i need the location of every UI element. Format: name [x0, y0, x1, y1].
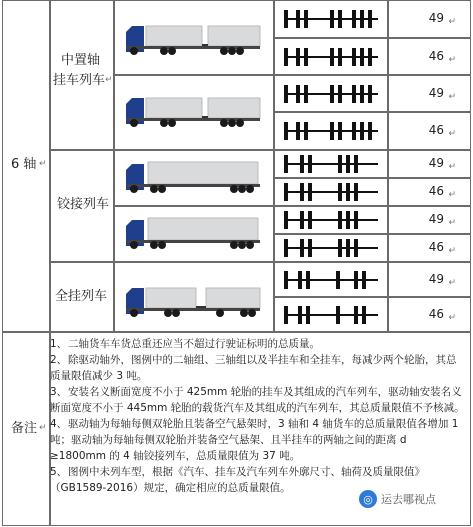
wheel [130, 185, 138, 193]
axle-layout-icon [282, 237, 382, 259]
remark-text: 除驱动轴外，图例中的二轴组、三轴组以及半挂车和全挂车，每减少两个轮胎，其总质量限值减少 3 吨。 [50, 354, 457, 382]
truck-body [146, 98, 202, 118]
truck-body [146, 288, 196, 308]
wheel [150, 185, 158, 193]
mass-limit-cell-2 [388, 38, 471, 75]
remark-number: 3、 [50, 386, 68, 398]
axle-layout-icon [282, 209, 382, 231]
axle-frame-line [284, 18, 378, 20]
trailer-body [148, 218, 258, 240]
axle-layout-icon [282, 304, 382, 326]
truck-pictogram-4 [124, 216, 264, 250]
remark-item-3 [50, 384, 465, 416]
mass-limit-cell-1 [388, 0, 471, 38]
mass-limit-value: 46 [428, 48, 444, 63]
axle-layout-icon [282, 8, 382, 30]
mass-limit-cell-7 [388, 206, 471, 234]
wheel [238, 241, 246, 249]
para-mark: ↵ [448, 218, 456, 228]
wheel [230, 185, 238, 193]
wheel [168, 119, 176, 127]
axle-layout-icon [282, 153, 382, 175]
wheel [172, 309, 180, 317]
remark-item-1 [50, 336, 465, 352]
axle-frame-line [284, 279, 378, 281]
axle-count-label: 6 轴 [11, 157, 37, 172]
mass-limit-cell-10 [388, 297, 471, 332]
mass-limit-value: 46 [428, 184, 444, 198]
group-label-center-axle-2: 挂车列车 [53, 73, 106, 88]
axle-frame-line [284, 56, 378, 58]
wheel [236, 47, 244, 55]
para-mark: ↵ [448, 312, 456, 323]
para-mark: ↵ [448, 246, 456, 256]
remarks-label-cell [2, 332, 50, 526]
axle-frame-line [284, 191, 378, 193]
wheel [164, 309, 172, 317]
group-cell-full-trailer [50, 262, 114, 332]
mass-limit-cell-6 [388, 178, 471, 206]
axle-layout-icon [282, 181, 382, 203]
wheel [130, 47, 138, 55]
trailer-body [208, 98, 260, 118]
mass-limit-cell-5 [388, 150, 471, 178]
mass-limit-value: 49 [428, 212, 444, 226]
remark-text: 安装名义断面宽度不小于 425mm 轮胎的挂车及其组成的汽车列车，驱动轴安装名义断面宽度不小于 445mm 轮胎的载货汽车及其组成的汽车列车，其总质量限值不予核减。 [50, 386, 465, 414]
wheel [228, 47, 236, 55]
remark-number: 1、 [50, 338, 68, 350]
wheel [246, 241, 254, 249]
para-mark: ↵ [39, 423, 47, 433]
wheel [130, 241, 138, 249]
drawbar [202, 116, 208, 118]
wheel [246, 185, 254, 193]
wheel [228, 119, 236, 127]
mass-limit-cell-9 [388, 262, 471, 297]
mass-limit-value: 49 [428, 85, 444, 100]
wheel [220, 47, 228, 55]
mass-limit-value: 49 [428, 271, 444, 286]
axle-frame-line [284, 163, 378, 165]
mass-limit-cell-4 [388, 112, 471, 150]
wheel [248, 309, 256, 317]
wheel [130, 119, 138, 127]
remark-text: 图例中未列车型，根据《汽车、挂车及汽车列车外廓尺寸、轴荷及质量限值》（GB1589-2016）规定，确定相应的总质量限值。 [50, 466, 425, 494]
trailer-body [206, 288, 260, 308]
axle-layout-icon [282, 269, 382, 291]
truck-pictogram-2 [124, 94, 264, 128]
para-mark: ↵ [448, 162, 456, 172]
wheel [236, 119, 244, 127]
para-mark: ↵ [448, 190, 456, 200]
group-label-center-axle-1: 中置轴 [61, 53, 101, 68]
wheel [168, 47, 176, 55]
watermark-text: 运去哪视点 [381, 493, 436, 506]
para-mark: ↵ [39, 159, 47, 169]
axle-frame-line [284, 219, 378, 221]
para-mark: ↵ [448, 277, 456, 288]
axle-frame-line [284, 247, 378, 249]
wheel [160, 119, 168, 127]
group-cell-articulated [50, 150, 114, 262]
axle-layout-icon [282, 46, 382, 68]
group-cell-center-axle [50, 0, 114, 150]
wheel [216, 309, 224, 317]
mass-limit-value: 49 [428, 11, 444, 25]
remarks-list [50, 336, 465, 496]
truck-pictogram-3 [124, 160, 264, 194]
axle-layout-icon [282, 120, 382, 142]
remark-number: 4、 [50, 418, 68, 430]
wheel [240, 309, 248, 317]
axle-count-cell [2, 0, 50, 332]
watermark-logo-icon: ◎ [359, 490, 377, 508]
wheel [230, 241, 238, 249]
truck-pictogram-5 [124, 284, 264, 318]
chassis [126, 308, 260, 311]
drawbar [202, 44, 208, 46]
para-mark: ↵ [448, 17, 456, 27]
watermark [355, 486, 465, 512]
wheel [238, 185, 246, 193]
wheel [150, 241, 158, 249]
remark-number: 2、 [50, 354, 68, 366]
mass-limit-value: 46 [428, 240, 444, 254]
mass-limit-value: 49 [428, 156, 444, 170]
mass-limit-value: 46 [428, 306, 444, 321]
remark-text: 驱动轴为每轴每侧双轮胎且装备空气悬架时，3 轴和 4 轴货车的总质量限值各增加 1 吨；驱动轴为每轴每侧双轮胎并装备空气悬架、且半挂车的两轴之间的距离 d ≥1800mm 的 4 轴铰接列车，总质量限值为 37 吨。 [50, 418, 459, 462]
truck-body [146, 26, 202, 46]
remarks-label: 备注 [11, 421, 38, 436]
group-label-articulated: 铰接列车 [57, 197, 110, 212]
mass-limit-cell-3 [388, 75, 471, 112]
remark-item-2 [50, 352, 465, 384]
para-mark: ↵ [448, 54, 456, 65]
axle-frame-line [284, 130, 378, 132]
trailer-body [148, 162, 258, 184]
axle-layout-icon [282, 83, 382, 105]
remark-item-4 [50, 416, 465, 464]
trailer-body [208, 26, 260, 46]
remark-number: 5、 [50, 466, 68, 478]
wheel [158, 185, 166, 193]
wheel [130, 309, 138, 317]
truck-pictogram-1 [124, 22, 264, 56]
axle-frame-line [284, 314, 378, 316]
para-mark: ↵ [448, 129, 456, 139]
mass-limit-cell-8 [388, 234, 471, 262]
para-mark: ↵ [105, 75, 113, 85]
remark-text: 二轴货车车货总重还应当不超过行驶证标明的总质量。 [68, 338, 320, 350]
para-mark: ↵ [448, 91, 456, 102]
mass-limit-value: 46 [428, 123, 444, 137]
group-label-full-trailer: 全挂列车 [55, 289, 108, 304]
wheel [158, 241, 166, 249]
wheel [220, 119, 228, 127]
axle-frame-line [284, 93, 378, 95]
wheel [160, 47, 168, 55]
drawbar [196, 306, 206, 308]
